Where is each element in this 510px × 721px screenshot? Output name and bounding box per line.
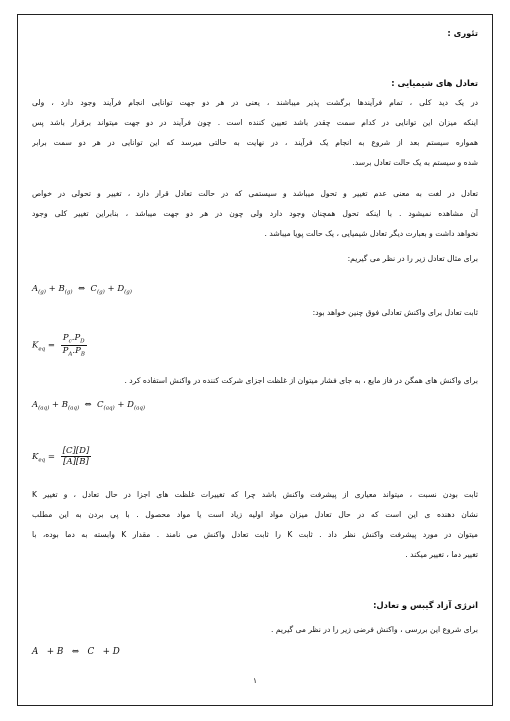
page-title: تئوری : bbox=[447, 28, 478, 38]
keq-concentration-formula: $K_{eq}$ = $\frac{[C][D]}{[A][B]}$ bbox=[32, 446, 90, 467]
paragraph-line: همواره سیستم بعد از شروع به انجام یک فرآیند ، در نهایت به حالتی میرسد که این توانایی در هر دو سمت برابر bbox=[32, 138, 478, 147]
paragraph-line: تعادل در لغت به معنی عدم تغییر و تحول میباشد و سیستمی که در حالت تعادل قرار دارد ، تغییر و تحولی در خواص bbox=[32, 189, 478, 198]
equation-gas-phase: $A_{(g)} + B_{(g)}$ ⇔ $C_{(g)} + D_{(g)}$ bbox=[32, 284, 132, 296]
paragraph-2 bbox=[32, 184, 478, 244]
paragraph-line: میتوان در مورد پیشرفت واکنش نظر داد . ثابت K را ثابت تعادل واکنش می نامند . مقدار K وابسته به دما بوده، با bbox=[32, 530, 478, 539]
keq-pressure-formula: $K_{eq}$ = $\frac{P_c.P_D}{P_A.P_B}$ bbox=[32, 333, 85, 358]
paragraph-3 bbox=[32, 485, 478, 565]
equation-hypothetical: A + B ⇔ C + D bbox=[32, 647, 120, 657]
section-heading-equilibrium: تعادل های شیمیایی : bbox=[391, 78, 478, 88]
paragraph-line: تغییر دما ، تغییر میکند . bbox=[405, 550, 478, 559]
example-intro: برای مثال تعادل زیر را در نظر می گیریم: bbox=[347, 254, 478, 263]
solution-intro: برای واکنش های همگن در فاز مایع ، به جای فشار میتوان از غلظت اجزای شرکت کننده در واکنش استفاده کرد . bbox=[124, 376, 478, 385]
paragraph-line: اینکه میزان این توانایی در کدام سمت چقدر باشد تعیین کننده است . چون فرآیند در دو جهت میتواند برقرار باشد پس bbox=[32, 118, 478, 127]
paragraph-line: نخواهد داشت و بعبارت دیگر تعادل شیمیایی ، یک حالت پویا میباشد . bbox=[264, 229, 478, 238]
paragraph-line: آن مشاهده نمیشود . با اینکه تحول همچنان وجود دارد ولی چون در هر دو جهت میباشد ، بنابراین تغییر کلی وجود bbox=[32, 209, 478, 218]
fraction: $\frac{[C][D]}{[A][B]}$ bbox=[62, 446, 90, 467]
keq-intro: ثابت تعادل برای واکنش تعادلی فوق چنین خواهد بود: bbox=[312, 308, 478, 317]
paragraph-line: نشان دهنده ی این است که در حال تعادل میزان مواد اولیه زیاد است یا مواد محصول . با پی بردن به این مطلب bbox=[32, 510, 478, 519]
equation-aqueous-phase: $A_{(aq)} + B_{(aq)}$ ⇔ $C_{(aq)} + D_{(aq)}$ bbox=[32, 400, 146, 412]
paragraph-1 bbox=[32, 93, 478, 173]
paragraph-line: در یک دید کلی ، تمام فرآیندها برگشت پذیر میباشند ، یعنی در هر دو جهت توانایی انجام فرآیند وجود دارد ، ولی bbox=[32, 98, 478, 107]
fraction: $\frac{P_c.P_D}{P_A.P_B}$ bbox=[62, 333, 85, 358]
gibbs-intro: برای شروع این بررسی ، واکنش فرضی زیر را در نظر می گیریم . bbox=[271, 625, 478, 634]
section-heading-gibbs: انرژی آزاد گیبس و تعادل: bbox=[373, 600, 478, 610]
paragraph-line: شده و سیستم به یک حالت تعادل برسد. bbox=[352, 158, 478, 167]
paragraph-line: ثابت بودن نسبت ، میتواند معیاری از پیشرفت واکنش باشد چرا که تغییرات غلظت های اجزا در حال تعادل ، و تغییر K bbox=[32, 490, 478, 499]
page-number: ۱ bbox=[252, 676, 258, 685]
